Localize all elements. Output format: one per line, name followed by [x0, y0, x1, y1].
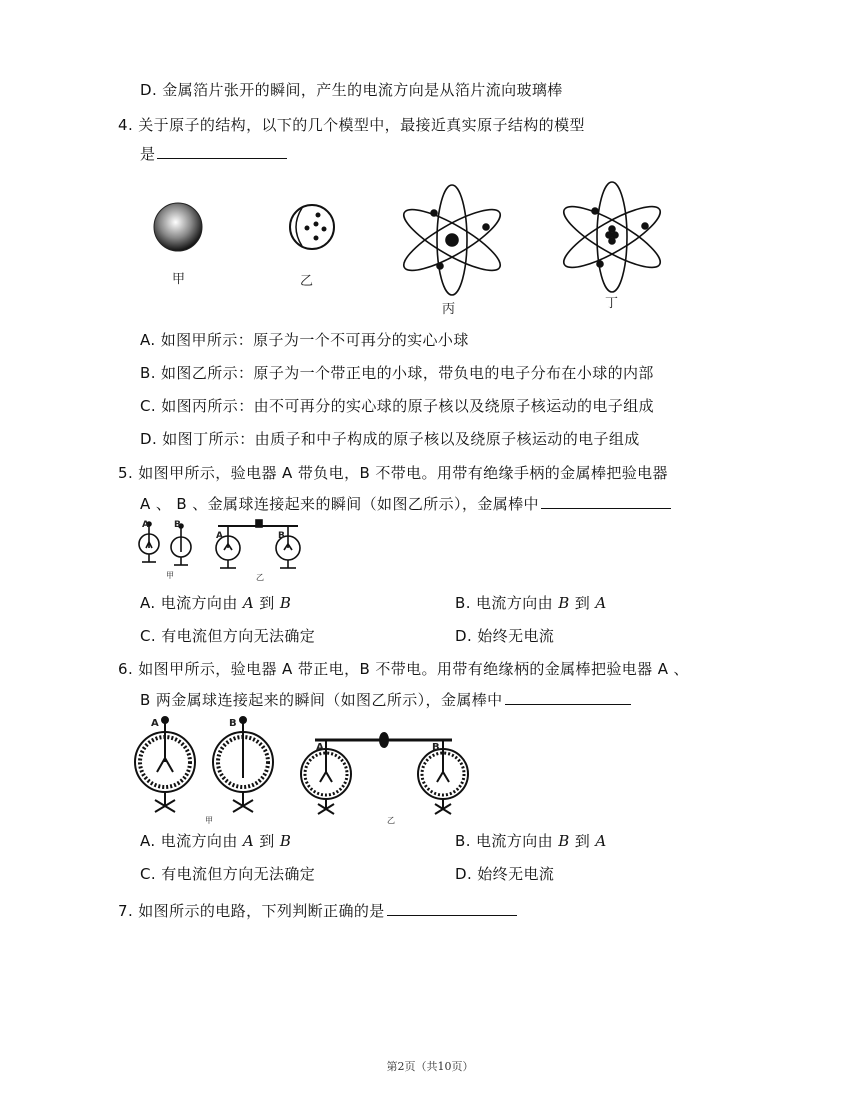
- q6-option-d[interactable]: D. 始终无电流: [455, 865, 555, 883]
- q4-answer-blank: [157, 143, 287, 159]
- page-footer: 第2页（共10页）: [386, 1060, 474, 1073]
- q4-stem-line1: 4. 关于原子的结构，以下的几个模型中，最接近真实原子结构的模型: [118, 116, 585, 134]
- q5-option-d[interactable]: D. 始终无电流: [455, 627, 555, 645]
- model-jia-ball: [154, 203, 202, 251]
- q6-label-b1: B: [229, 718, 237, 729]
- q6-option-c[interactable]: C. 有电流但方向无法确定: [140, 865, 316, 883]
- q5-stem-line2: A 、 B 、金属球连接起来的瞬间（如图乙所示），金属棒中: [140, 493, 671, 514]
- label-jia: 甲: [172, 272, 186, 287]
- q4-option-c[interactable]: C. 如图丙所示：由不可再分的实心球的原子核以及绕原子核运动的电子组成: [140, 397, 655, 415]
- q5-option-a[interactable]: A. 电流方向由 A 到 B: [140, 594, 292, 612]
- model-yi-plum-pudding: [290, 205, 334, 249]
- model-ding-proton-neutron: [557, 182, 667, 292]
- q5-label-yi: 乙: [256, 573, 264, 582]
- q5-label-jia: 甲: [166, 571, 174, 580]
- q4-atom-models-figure: [140, 180, 680, 320]
- label-bing: 丙: [442, 302, 456, 317]
- q5-label-a2: A: [216, 531, 223, 541]
- q6-option-b[interactable]: B. 电流方向由 B 到 A: [455, 832, 607, 850]
- q6-label-jia: 甲: [205, 816, 213, 825]
- q7-stem-line1: 7. 如图所示的电路，下列判断正确的是: [118, 900, 517, 921]
- q5-label-b2: B: [278, 531, 285, 541]
- q5-option-b[interactable]: B. 电流方向由 B 到 A: [455, 594, 607, 612]
- q6-label-yi: 乙: [387, 816, 395, 825]
- q4-option-d[interactable]: D. 如图丁所示：由质子和中子构成的原子核以及绕原子核运动的电子组成: [140, 430, 640, 448]
- q5-label-a1: A: [142, 520, 149, 530]
- q7-answer-blank: [387, 900, 517, 916]
- q6-label-a1: A: [151, 718, 159, 729]
- q4-stem-line2: 是: [140, 143, 287, 164]
- q5-electroscope-figure: [136, 518, 306, 584]
- q4-option-b[interactable]: B. 如图乙所示：原子为一个带正电的小球，带负电的电子分布在小球的内部: [140, 364, 654, 382]
- label-yi: 乙: [300, 274, 314, 289]
- q4-option-a[interactable]: A. 如图甲所示：原子为一个不可再分的实心小球: [140, 331, 469, 349]
- q5-label-b1: B: [174, 520, 181, 530]
- q6-answer-blank: [505, 689, 631, 705]
- q6-label-a2: A: [316, 742, 324, 753]
- q6-option-a[interactable]: A. 电流方向由 A 到 B: [140, 832, 292, 850]
- q6-stem-line2: B 两金属球连接起来的瞬间（如图乙所示），金属棒中: [140, 689, 631, 710]
- prev-option-d: D. 金属箔片张开的瞬间，产生的电流方向是从箔片流向玻璃棒: [140, 81, 563, 99]
- q5-answer-blank: [541, 493, 671, 509]
- q6-label-b2: B: [432, 742, 440, 753]
- q6-electroscope-figure: [130, 714, 475, 826]
- q5-option-c[interactable]: C. 有电流但方向无法确定: [140, 627, 316, 645]
- q5-stem-line1: 5. 如图甲所示，验电器 A 带负电，B 不带电。用带有绝缘手柄的金属棒把验电器: [118, 464, 668, 482]
- label-ding: 丁: [605, 296, 619, 311]
- q6-stem-line1: 6. 如图甲所示，验电器 A 带正电，B 不带电。用带有绝缘柄的金属棒把验电器 A 、: [118, 660, 689, 678]
- model-bing-nucleus: [397, 185, 507, 295]
